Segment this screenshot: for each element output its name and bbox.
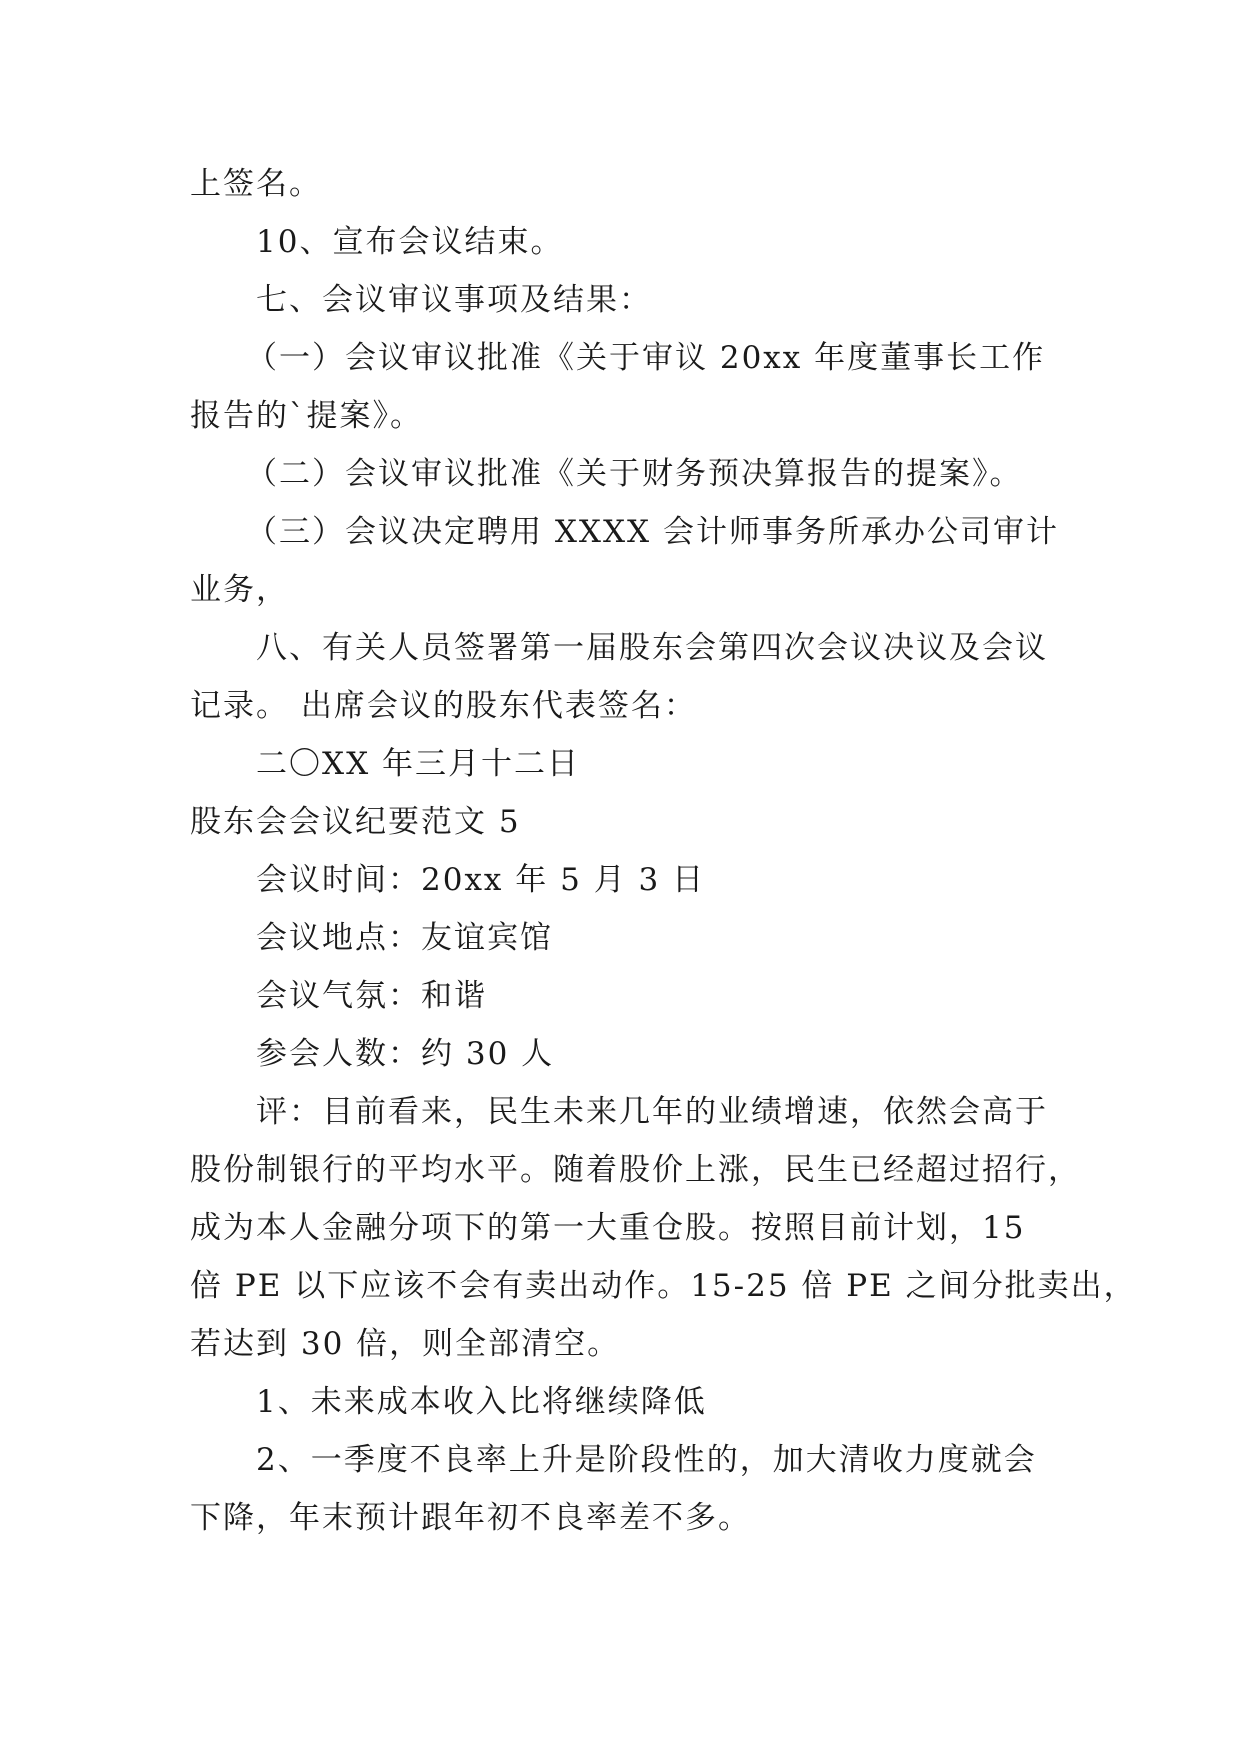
meeting-location: 会议地点：友谊宾馆 xyxy=(256,920,553,956)
text-line: 若达到 30 倍，则全部清空。 xyxy=(190,1326,621,1362)
text-line: （一）会议审议批准《关于审议 20xx 年度董事长工作 xyxy=(246,340,1046,376)
document-title: 股东会会议纪要范文 5 xyxy=(190,804,521,840)
text-line: 评：目前看来，民生未来几年的业绩增速，依然会高于 xyxy=(256,1094,1048,1130)
document-body xyxy=(190,155,1137,1547)
section-heading: 八、有关人员签署第一届股东会第四次会议决议及会议 xyxy=(256,630,1048,666)
meeting-time: 会议时间：20xx 年 5 月 3 日 xyxy=(256,862,706,898)
text-line: （二）会议审议批准《关于财务预决算报告的提案》。 xyxy=(246,456,1023,492)
text-line: 业务， xyxy=(190,572,289,608)
text-line: 倍 PE 以下应该不会有卖出动作。15-25 倍 PE 之间分批卖出， xyxy=(190,1268,1137,1304)
attendee-count: 参会人数：约 30 人 xyxy=(256,1036,555,1072)
section-heading: 七、会议审议事项及结果： xyxy=(256,282,652,318)
text-line: 报告的`提案》。 xyxy=(190,398,423,434)
text-line: 股份制银行的平均水平。随着股价上涨，民生已经超过招行， xyxy=(190,1152,1081,1188)
date-line: 二〇XX 年三月十二日 xyxy=(256,746,580,782)
text-line: 10、宣布会议结束。 xyxy=(256,224,564,260)
meeting-atmosphere: 会议气氛：和谐 xyxy=(256,978,487,1014)
text-line: 成为本人金融分项下的第一大重仓股。按照目前计划，15 xyxy=(190,1210,1026,1246)
text-line: 上签名。 xyxy=(190,166,322,202)
text-line: 记录。 出席会议的股东代表签名： xyxy=(190,688,697,724)
text-line: （三）会议决定聘用 XXXX 会计师事务所承办公司审计 xyxy=(246,514,1059,550)
list-item: 2、一季度不良率上升是阶段性的，加大清收力度就会 xyxy=(256,1442,1037,1478)
text-line: 下降，年末预计跟年初不良率差不多。 xyxy=(190,1500,751,1536)
list-item: 1、未来成本收入比将继续降低 xyxy=(256,1384,707,1420)
